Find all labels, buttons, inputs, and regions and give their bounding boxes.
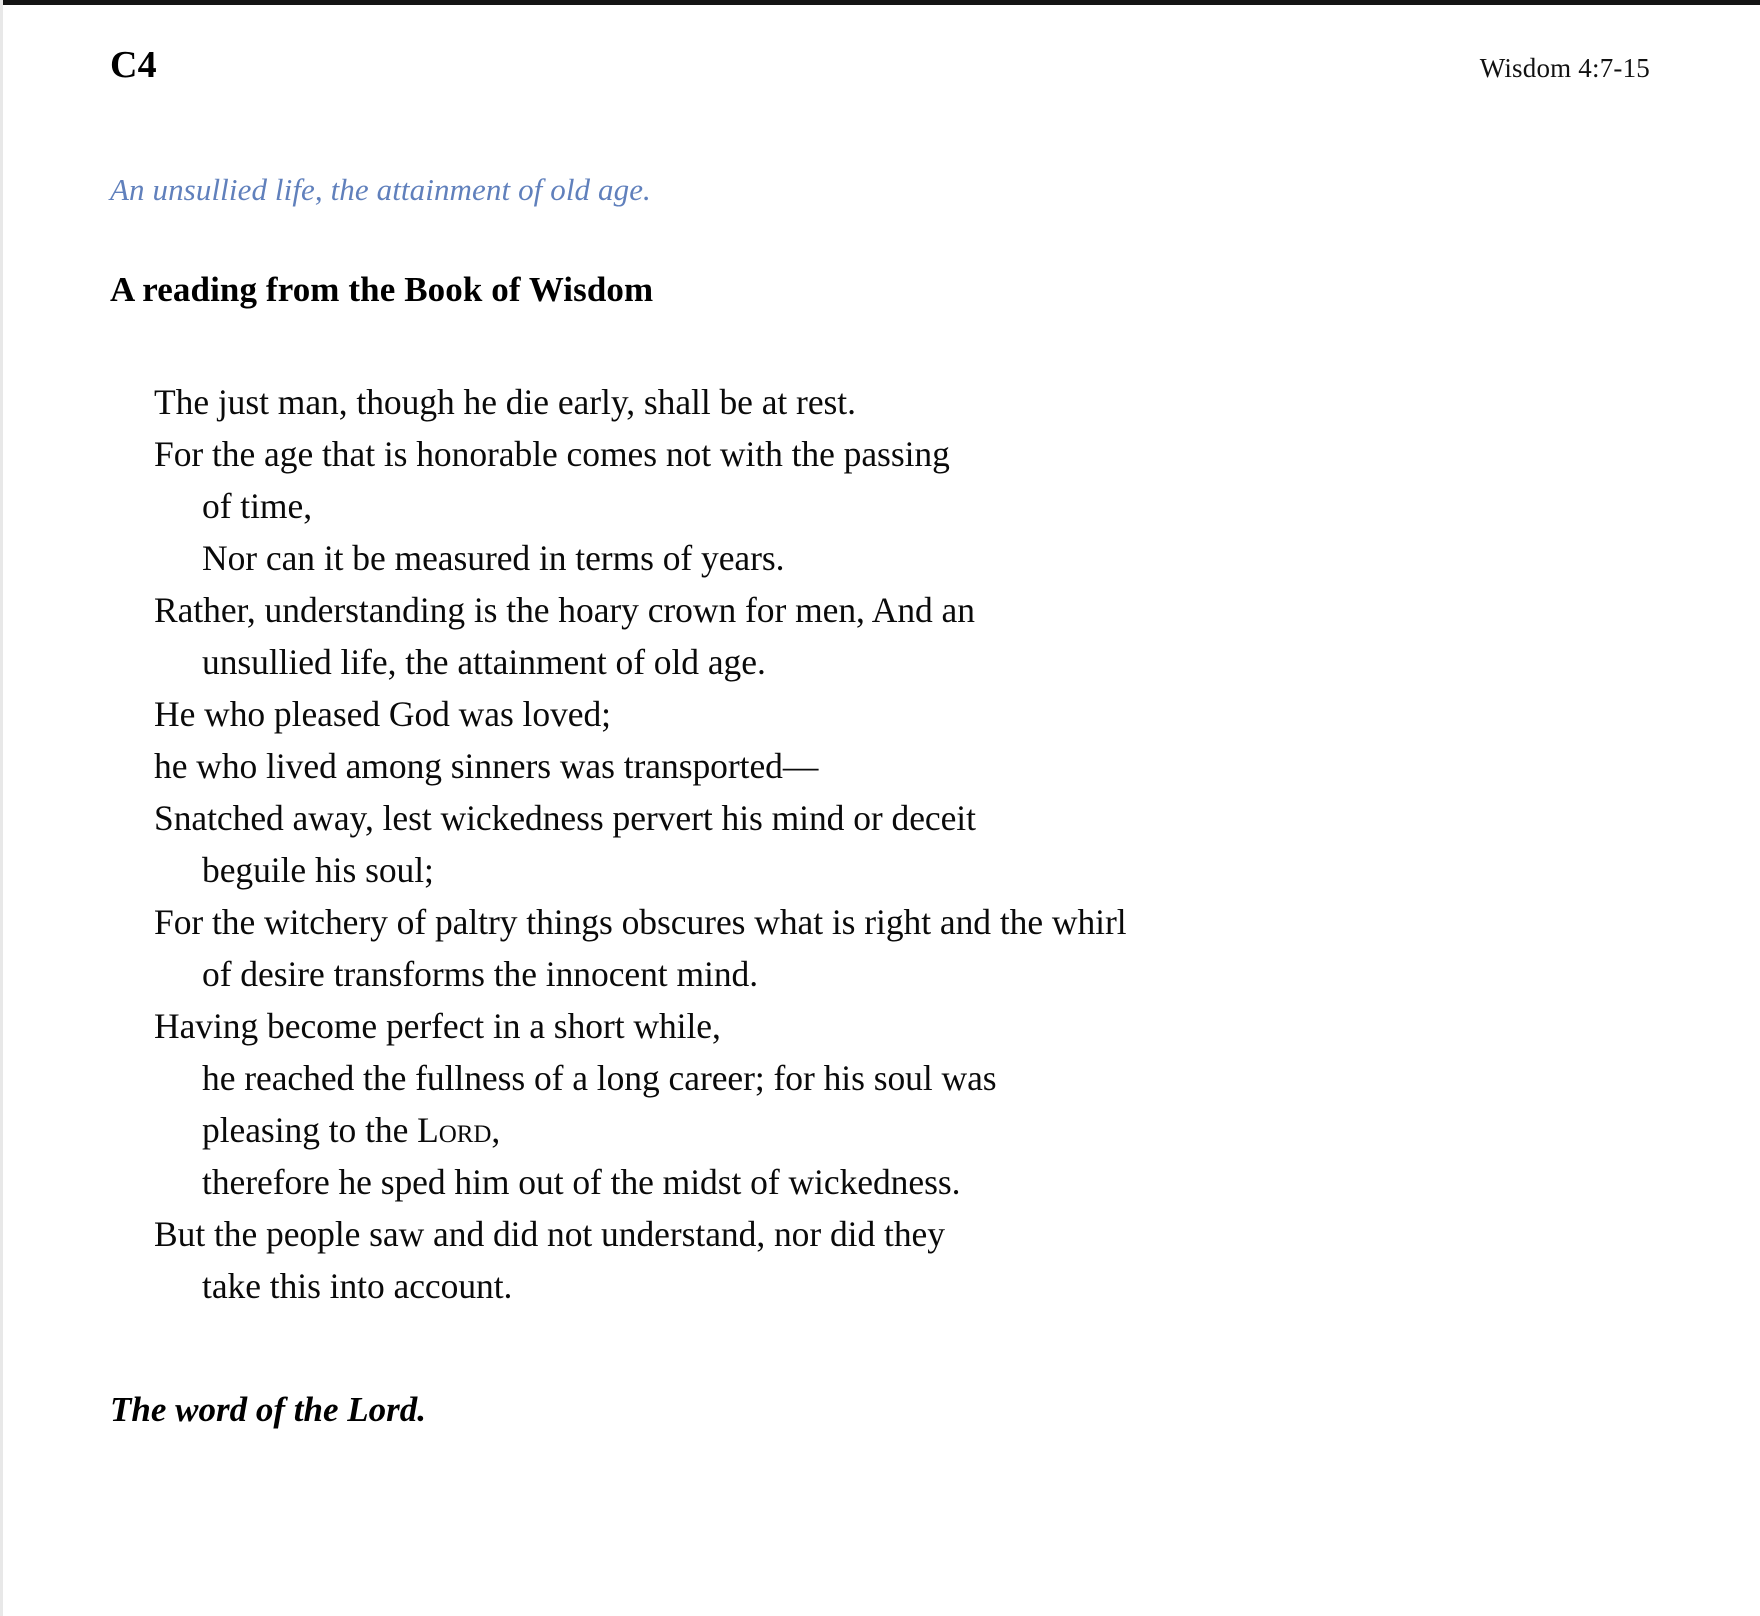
divine-name: Lord [417,1109,492,1150]
verse-line: Snatched away, lest wickedness pervert his mind or deceit [154,797,976,838]
running-head [110,0,1650,106]
verse-line: take this into account. [202,1265,513,1306]
scripture-citation: Wisdom 4:7-15 [1479,53,1650,83]
verse-line: unsullied life, the attainment of old age. [202,641,766,682]
verse-line: he who lived among sinners was transported— [154,745,819,786]
verse-line: beguile his soul; [202,849,434,890]
reading-heading: A reading from the Book of Wisdom [110,269,654,309]
page-folio-number: C4 [110,44,157,86]
scripture-body [110,376,1650,1312]
verse-line: For the age that is honorable comes not with the passing [154,433,950,474]
verse-line: Nor can it be measured in terms of years. [202,537,785,578]
verse-line: For the witchery of paltry things obscures what is right and the whirl [154,901,1127,942]
verse-line: But the people saw and did not understand, nor did they [154,1213,945,1254]
verse-line: He who pleased God was loved; [154,693,611,734]
verse-line: of time, [202,485,313,526]
closing-acclamation: The word of the Lord. [110,1389,426,1429]
theme-line: An unsullied life, the attainment of old age. [110,172,651,207]
verse-line: Rather, understanding is the hoary crown for men, And an [154,589,975,630]
verse-line: he reached the fullness of a long career; for his soul was [202,1057,997,1098]
verse-line: The just man, though he die early, shall be at rest. [154,381,856,422]
verse-line: Having become perfect in a short while, [154,1005,721,1046]
verse-line: pleasing to the Lord, [202,1109,501,1150]
verse-line: of desire transforms the innocent mind. [202,953,759,994]
verse-line: therefore he sped him out of the midst of wickedness. [202,1161,961,1202]
